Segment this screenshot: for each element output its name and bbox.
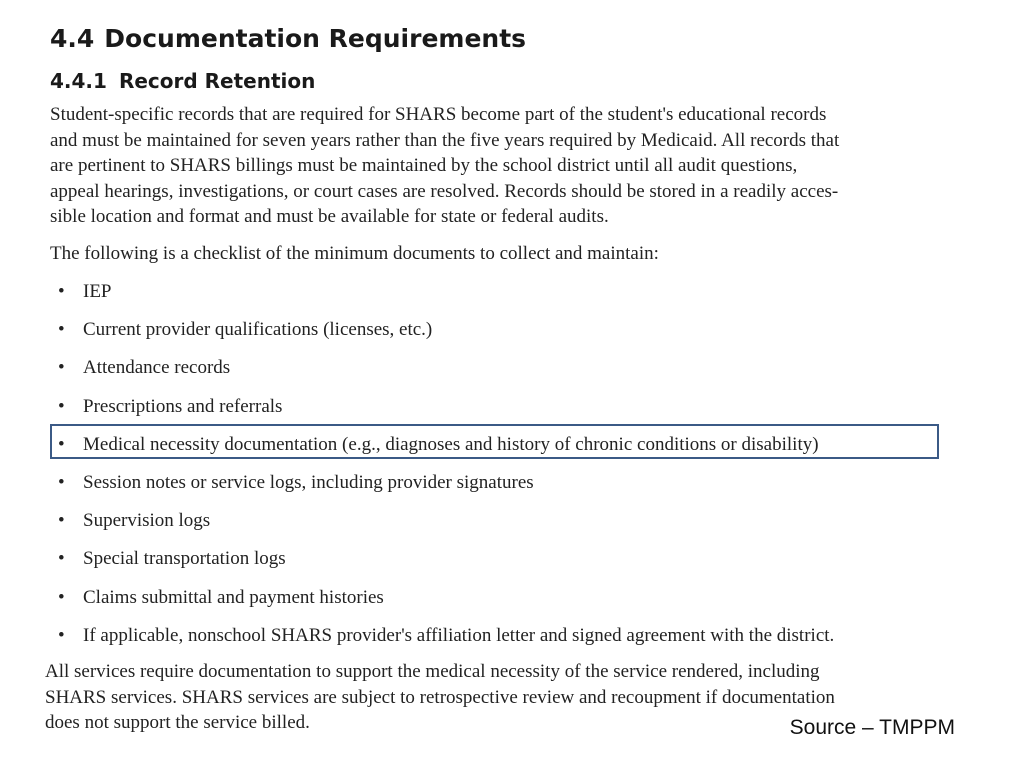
paragraph-line: All services require documentation to support the medical necessity of the service rendered, including [45,661,820,682]
paragraph-line: are pertinent to SHARS billings must be maintained by the school district until all audit questions, [50,155,798,176]
checklist-item [50,318,950,356]
checklist-item [50,586,950,624]
checklist-item [50,547,950,585]
subsection-title: Record Retention [118,69,316,93]
paragraph-line: appeal hearings, investigations, or court cases are resolved. Records should be stored in a readily acces- [50,180,839,202]
checklist-item [50,509,950,547]
document-checklist [50,280,950,662]
bullet-icon: • [58,433,65,455]
checklist-item-text: Current provider qualifications (licenses, etc.) [83,319,433,341]
checklist-item-text: Medical necessity documentation (e.g., diagnoses and history of chronic conditions or disability) [83,433,819,455]
bullet-icon: • [58,510,65,532]
subsection-number: 4.4.1 [50,69,107,93]
bullet-icon: • [58,471,65,493]
intro-paragraph [50,102,950,230]
paragraph-line: sible location and format and must be available for state or federal audits. [50,206,609,227]
bullet-icon: • [58,548,65,570]
bullet-icon: • [58,281,65,302]
checklist-item-text: Attendance records [83,357,231,379]
bullet-icon: • [58,624,65,646]
checklist-item-text: Session notes or service logs, including provider signatures [83,471,534,493]
section-title: Documentation Requirements [104,24,527,53]
bullet-icon: • [58,319,65,341]
bullet-icon: • [58,395,65,417]
checklist-item [50,471,950,509]
source-caption: Source – TMPPM [789,716,955,739]
paragraph-line: does not support the service billed. [45,712,310,733]
paragraph-line: SHARS services. SHARS services are subject to retrospective review and recoupment if documentation [45,686,835,708]
checklist-item-text: If applicable, nonschool SHARS provider's affiliation letter and signed agreement with the district. [83,624,835,646]
paragraph-line: and must be maintained for seven years rather than the five years required by Medicaid. All records that [50,129,840,151]
checklist-lead: The following is a checklist of the minimum documents to collect and maintain: [50,243,659,264]
bullet-icon: • [58,586,65,608]
section-heading [50,24,526,53]
checklist-item-text: IEP [83,281,112,302]
checklist-item-text: Claims submittal and payment histories [83,586,384,608]
paragraph-line: Student-specific records that are required for SHARS become part of the student's educational records [50,104,827,125]
checklist-item [50,624,950,662]
checklist-item [50,356,950,394]
section-number: 4.4 [50,24,95,53]
bullet-icon: • [58,357,65,379]
checklist-item-text: Special transportation logs [83,548,286,570]
subsection-heading [50,69,315,93]
checklist-item-text: Prescriptions and referrals [83,395,283,417]
checklist-item-text: Supervision logs [83,510,211,532]
checklist-item-highlighted [50,433,950,471]
checklist-item [50,280,950,318]
